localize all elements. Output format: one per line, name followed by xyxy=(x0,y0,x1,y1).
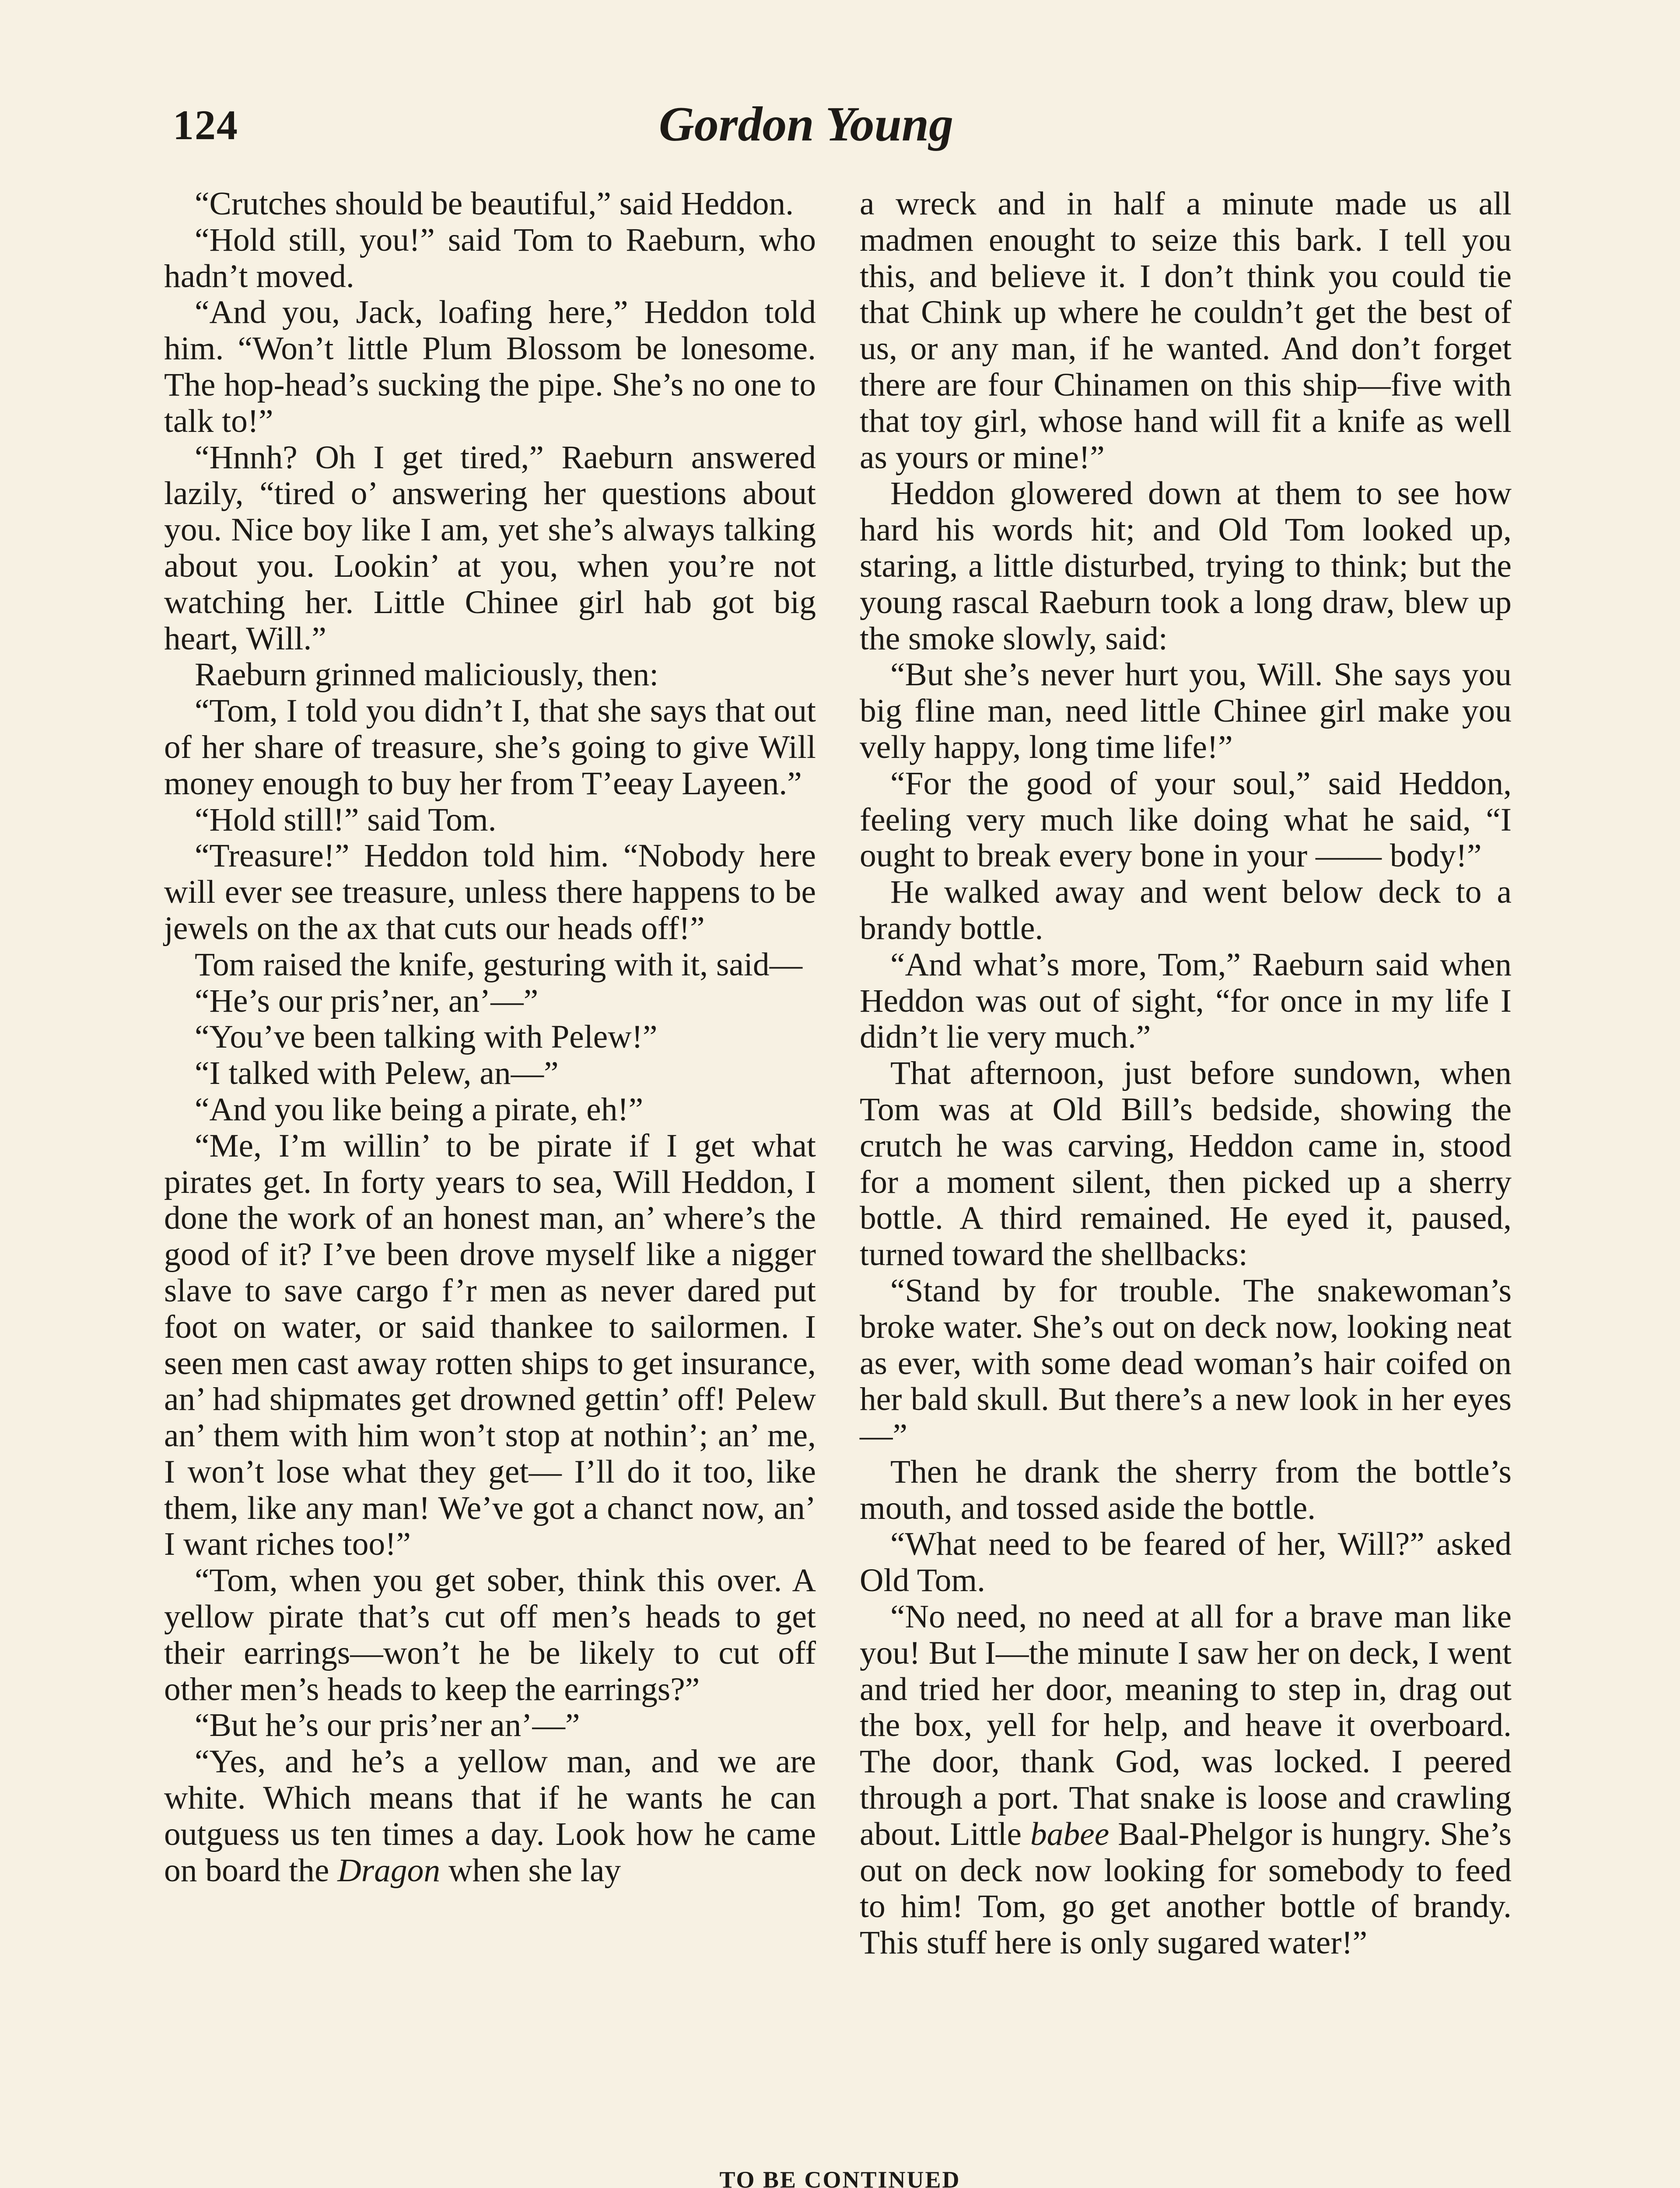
paragraph xyxy=(164,295,816,439)
paragraph xyxy=(860,1454,1512,1527)
paragraph xyxy=(164,1092,816,1128)
text-run: “He’s our pris’ner, an’—” xyxy=(195,982,539,1019)
text-run: He walked away and went below deck to a brandy bottle. xyxy=(860,874,1512,947)
text-run: “And you like being a pirate, eh!” xyxy=(195,1091,644,1128)
text-run: “And you, Jack, loafing here,” Heddon told him. “Won’t little Plum Blossom be lonesome. The hop-head’s sucking the pipe. She’s no one to talk to!” xyxy=(164,294,816,439)
paragraph xyxy=(860,186,1512,476)
text-run: “Tom, I told you didn’t I, that she says that out of her share of treasure, she’s going to give Will money enough to buy her from T’eeay Layeen.” xyxy=(164,693,816,802)
paragraph xyxy=(860,1526,1512,1599)
text-run: “And what’s more, Tom,” Raeburn said when Heddon was out of sight, “for once in my life I didn’t lie very much.” xyxy=(860,946,1512,1055)
running-head-author: Gordon Young xyxy=(658,97,954,151)
text-run: “What need to be feared of her, Will?” asked Old Tom. xyxy=(860,1526,1512,1599)
text-run: “No need, no need at all for a brave man like you! But I—the minute I saw her on deck, I went and tried her door, meaning to step in, drag out the box, yell for help, and heave it overboard. The door, thank God, was locked. I peered through a port. That snake is loose and crawling about. Little xyxy=(860,1599,1512,1852)
paragraph xyxy=(164,1128,816,1563)
paragraph xyxy=(164,1055,816,1092)
paragraph xyxy=(860,947,1512,1055)
paragraph xyxy=(164,1563,816,1708)
paragraph xyxy=(860,766,1512,874)
text-run: Tom raised the knife, gesturing with it, said— xyxy=(195,946,803,983)
paragraph xyxy=(164,802,816,838)
paragraph xyxy=(860,1055,1512,1273)
text-run: “Yes, and he’s a yellow man, and we are white. Which means that if he wants he can outguess us ten times a day. Look how he came on board the xyxy=(164,1743,816,1889)
text-column-right xyxy=(860,186,1512,1961)
paragraph xyxy=(164,693,816,802)
text-run: when she lay xyxy=(440,1852,621,1889)
page-header xyxy=(168,92,1444,162)
to-be-continued: TO BE CONTINUED xyxy=(719,2167,961,2188)
text-run: Heddon glowered down at them to see how hard his words hit; and Old Tom looked up, staring, a little disturbed, trying to think; but the young rascal Raeburn took a long draw, blew up the smoke slowly, said: xyxy=(860,475,1512,657)
text-run: Raeburn grinned maliciously, then: xyxy=(195,656,659,693)
paragraph xyxy=(164,1744,816,1889)
paragraph xyxy=(164,1708,816,1744)
text-run: “You’ve been talking with Pelew!” xyxy=(195,1019,658,1055)
paragraph xyxy=(164,983,816,1020)
paragraph xyxy=(164,1019,816,1055)
text-run: “Stand by for trouble. The snakewoman’s broke water. She’s out on deck now, looking neat as ever, with some dead woman’s hair coifed on her bald skull. But there’s a new look in her eyes—” xyxy=(860,1272,1512,1454)
paragraph xyxy=(164,440,816,657)
paragraph xyxy=(860,1273,1512,1454)
text-run: Then he drank the sherry from the bottle’s mouth, and tossed aside the bottle. xyxy=(860,1453,1512,1526)
paragraph xyxy=(164,186,816,222)
text-run: “But he’s our pris’ner an’—” xyxy=(195,1707,580,1744)
italic-text: Dragon xyxy=(337,1852,441,1889)
italic-text: babee xyxy=(1030,1816,1110,1852)
paragraph xyxy=(164,222,816,295)
text-run: That afternoon, just before sundown, when Tom was at Old Bill’s bedside, showing the crutch he was carving, Heddon came in, stood for a moment silent, then picked up a sherry bottle. A third remained. He eyed it, paused, turned toward the shellbacks: xyxy=(860,1055,1512,1273)
page-number: 124 xyxy=(173,102,238,148)
paragraph xyxy=(164,838,816,947)
text-column-left xyxy=(164,186,816,1889)
paragraph xyxy=(164,947,816,983)
paragraph xyxy=(860,874,1512,947)
paragraph xyxy=(860,476,1512,657)
text-run: “Tom, when you get sober, think this over. A yellow pirate that’s cut off men’s heads to get their earrings—won’t he be likely to cut off other men’s heads to keep the earrings?” xyxy=(164,1562,816,1708)
text-run: “For the good of your soul,” said Heddon, feeling very much like doing what he said, “I ought to break every bone in your —— body!” xyxy=(860,765,1512,874)
text-run: “Hold still, you!” said Tom to Raeburn, who hadn’t moved. xyxy=(164,221,816,295)
text-run: “Hold still!” said Tom. xyxy=(195,801,497,838)
text-run: a wreck and in half a minute made us all madmen enought to seize this bark. I tell you this, and believe it. I don’t think you could tie that Chink up where he couldn’t get the best of us, or any man, if he wanted. And don’t forget there are four Chinamen on this ship—five with that toy girl, whose hand will fit a knife as well as yours or mine!” xyxy=(860,186,1512,476)
text-run: “Hnnh? Oh I get tired,” Raeburn answered lazily, “tired o’ answering her questions about you. Nice boy like I am, yet she’s always talking about you. Lookin’ at you, when you’re not watching her. Little Chinee girl hab got big heart, Will.” xyxy=(164,439,816,657)
text-run: Baal-Phelgor is hungry. She’s out on deck now looking for somebody to feed to him! Tom, go get another bottle of brandy. This stuff here is only sugared water!” xyxy=(860,1816,1512,1961)
text-run: “But she’s never hurt you, Will. She says you big fline man, need little Chinee girl make you velly happy, long time life!” xyxy=(860,656,1512,765)
text-run: “I talked with Pelew, an—” xyxy=(195,1055,559,1092)
paragraph xyxy=(860,657,1512,765)
paragraph xyxy=(860,1599,1512,1961)
paragraph xyxy=(164,657,816,693)
text-run: “Me, I’m willin’ to be pirate if I get what pirates get. In forty years to sea, Will Heddon, I done the work of an honest man, an’ where’s the good of it? I’ve been drove myself like a nigger slave to save cargo f’r men as never dared put foot on water, or said thankee to sailormen. I seen men cast away rotten ships to get insurance, an’ had shipmates get drowned gettin’ off! Pelew an’ them with him won’t stop at nothin’; an’ me, I won’t lose what they get— I’ll do it too, like them, like any man! We’ve got a chanct now, an’ I want riches too!” xyxy=(164,1127,816,1563)
text-run: “Crutches should be beautiful,” said Heddon. xyxy=(195,186,794,222)
text-run: “Treasure!” Heddon told him. “Nobody here will ever see treasure, unless there happens to be jewels on the ax that cuts our heads off!” xyxy=(164,838,816,947)
